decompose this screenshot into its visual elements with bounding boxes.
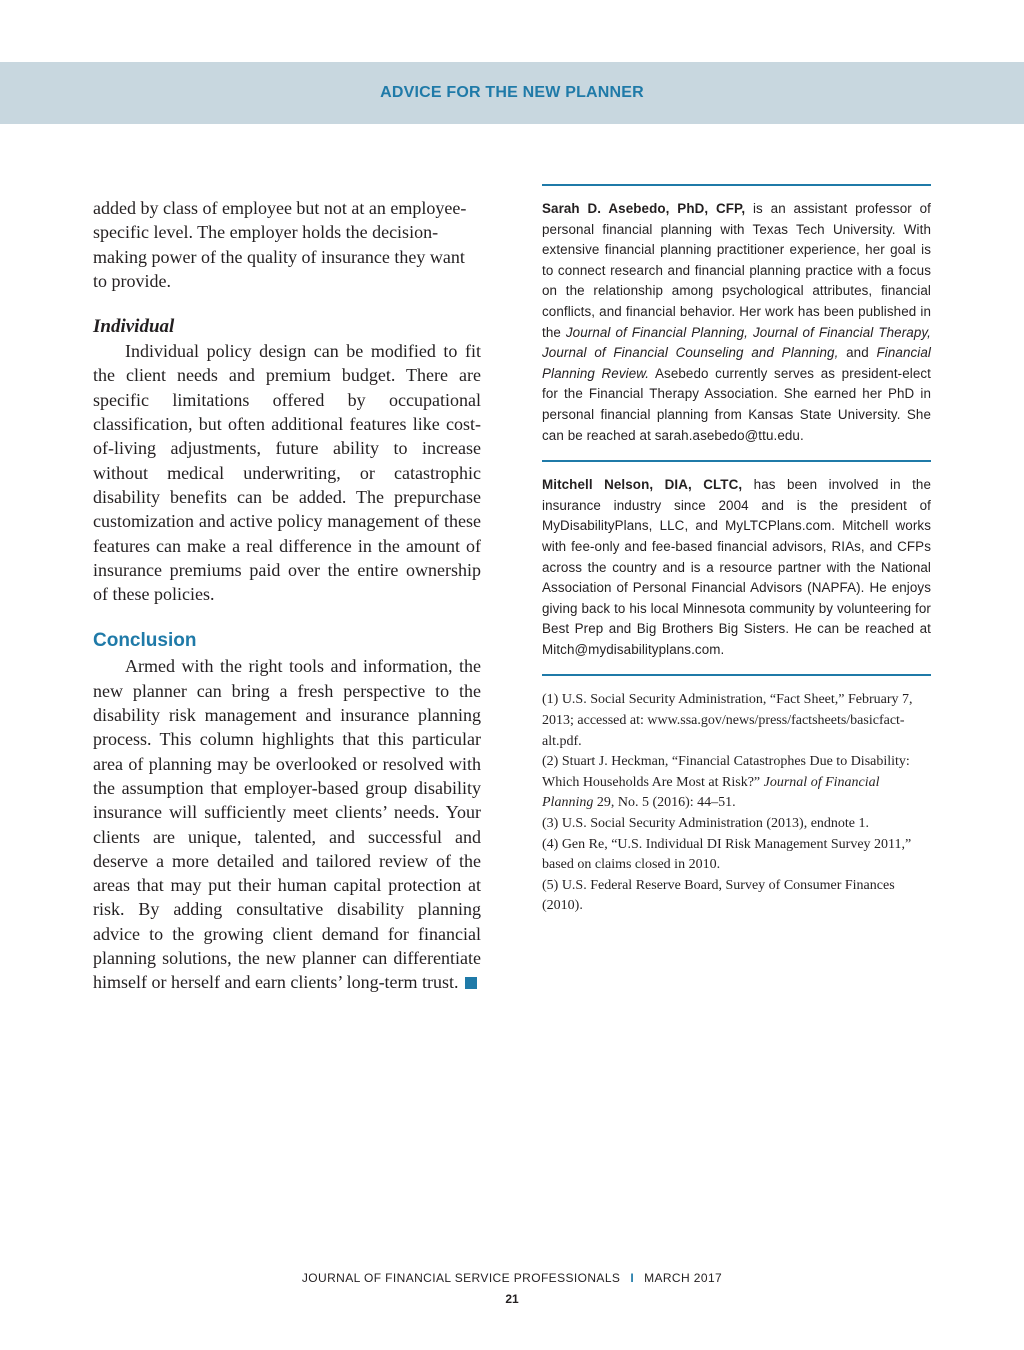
bio-and: and [838, 345, 877, 361]
main-column [93, 196, 481, 995]
bio-text: is an assistant professor of personal financial planning with Texas Tech University. With extensive financial planning practitioner experience, her goal is to connect research and financial planning practice with a focus on the relationship among psychological attributes, financial conflicts, and financial behavior. Her work has been published in the [542, 201, 931, 340]
conclusion-heading: Conclusion [93, 630, 197, 652]
author-bio-asebedo [542, 199, 931, 446]
journal-name: JOURNAL OF FINANCIAL SERVICE PROFESSIONALS [301, 1271, 621, 1285]
section-title: ADVICE FOR THE NEW PLANNER [380, 84, 644, 101]
reference-text: 29, No. 5 (2016): 44–51. [593, 795, 736, 811]
bio-journal-last: Financial Planning Review. [542, 345, 931, 381]
divider-rule [542, 184, 931, 186]
reference-item: (1) U.S. Social Security Administration, “Fact Sheet,” February 7, 2013; accessed at: www.ssa.gov/news/press/factsheets/basicfact-alt.pdf. [542, 692, 913, 749]
author-bio-nelson [542, 475, 931, 660]
reference-item: (4) Gen Re, “U.S. Individual DI Risk Management Survey 2011,” based on claims closed in 2010. [542, 836, 912, 873]
references-list [542, 690, 931, 917]
divider-rule [542, 460, 931, 462]
reference-item [542, 752, 931, 814]
conclusion-paragraph [93, 654, 481, 994]
page-number: 21 [505, 1292, 519, 1306]
author-name: Mitchell Nelson, DIA, CLTC, [542, 477, 743, 493]
end-mark-icon [465, 977, 477, 989]
footer [0, 1271, 1024, 1285]
bio-text: has been involved in the insurance industry since 2004 and is the president of MyDisabilityPlans, LLC, and MyLTCPlans.com. Mitchell works with fee-only and fee-based financial advisors, RIAs, and CFPs across the country and is a resource partner with the National Association of Personal Financial Advisors (NAPFA). He enjoys giving back to his local Minnesota community by volunteering for Best Prep and Big Brothers Big Sisters. He can be reached at Mitch@mydisabilityplans.com. [542, 477, 931, 657]
divider-rule [542, 674, 931, 676]
sidebar-column [542, 184, 931, 917]
individual-paragraph: Individual policy design can be modified to fit the client needs and premium budget. There are specific limitations offered by occupational classification, but often additional features like cost-of-living adjustments, future ability to increase without medical underwriting, or catastrophic disability benefits can be added. The prepurchase customization and active policy management of these features can make a real difference in the amount of insurance premiums paid over the entire ownership of these policies. [93, 341, 481, 605]
reference-text: (2) Stuart J. Heckman, “Financial Catastrophes Due to Disability: Which Households Are Most at Risk?” [542, 754, 910, 790]
reference-journal: Journal of Financial Planning [542, 774, 880, 811]
intro-paragraph: added by class of employee but not at an employee-specific level. The employer holds the decision-making power of the quality of insurance they want to provide. [93, 198, 467, 291]
bio-text-2: Asebedo currently serves as president-elect for the Financial Therapy Association. She earned her PhD in personal financial planning from Kansas State University. She can be reached at sarah.asebedo@ttu.edu. [542, 365, 931, 443]
header-band [0, 62, 1024, 124]
issue-date: MARCH 2017 [644, 1271, 723, 1285]
author-name: Sarah D. Asebedo, PhD, CFP, [542, 201, 746, 216]
reference-item: (3) U.S. Social Security Administration (2013), endnote 1. [542, 816, 870, 832]
reference-item: (5) U.S. Federal Reserve Board, Survey of Consumer Finances (2010). [542, 877, 895, 914]
conclusion-text: Armed with the right tools and information, the new planner can bring a fresh perspective to the disability risk management and insurance planning process. This column highlights that this particular area of planning may be overlooked or resolved with the assumption that employer-based group disability insurance will sufficiently meet clients’ needs. Your clients are unique, talented, and successful and deserve a more detailed and tailored review of the areas that may put their human capital protection at risk. By adding consultative disability planning advice to the growing client demand for financial planning solutions, the new planner can differentiate himself or herself and earn clients’ long-term trust. [93, 656, 481, 993]
individual-heading: Individual [93, 316, 175, 338]
footer-separator: I [630, 1271, 635, 1285]
bio-journals: Journal of Financial Planning, Journal of Financial Therapy, Journal of Financial Counseling and Planning, [542, 324, 931, 361]
